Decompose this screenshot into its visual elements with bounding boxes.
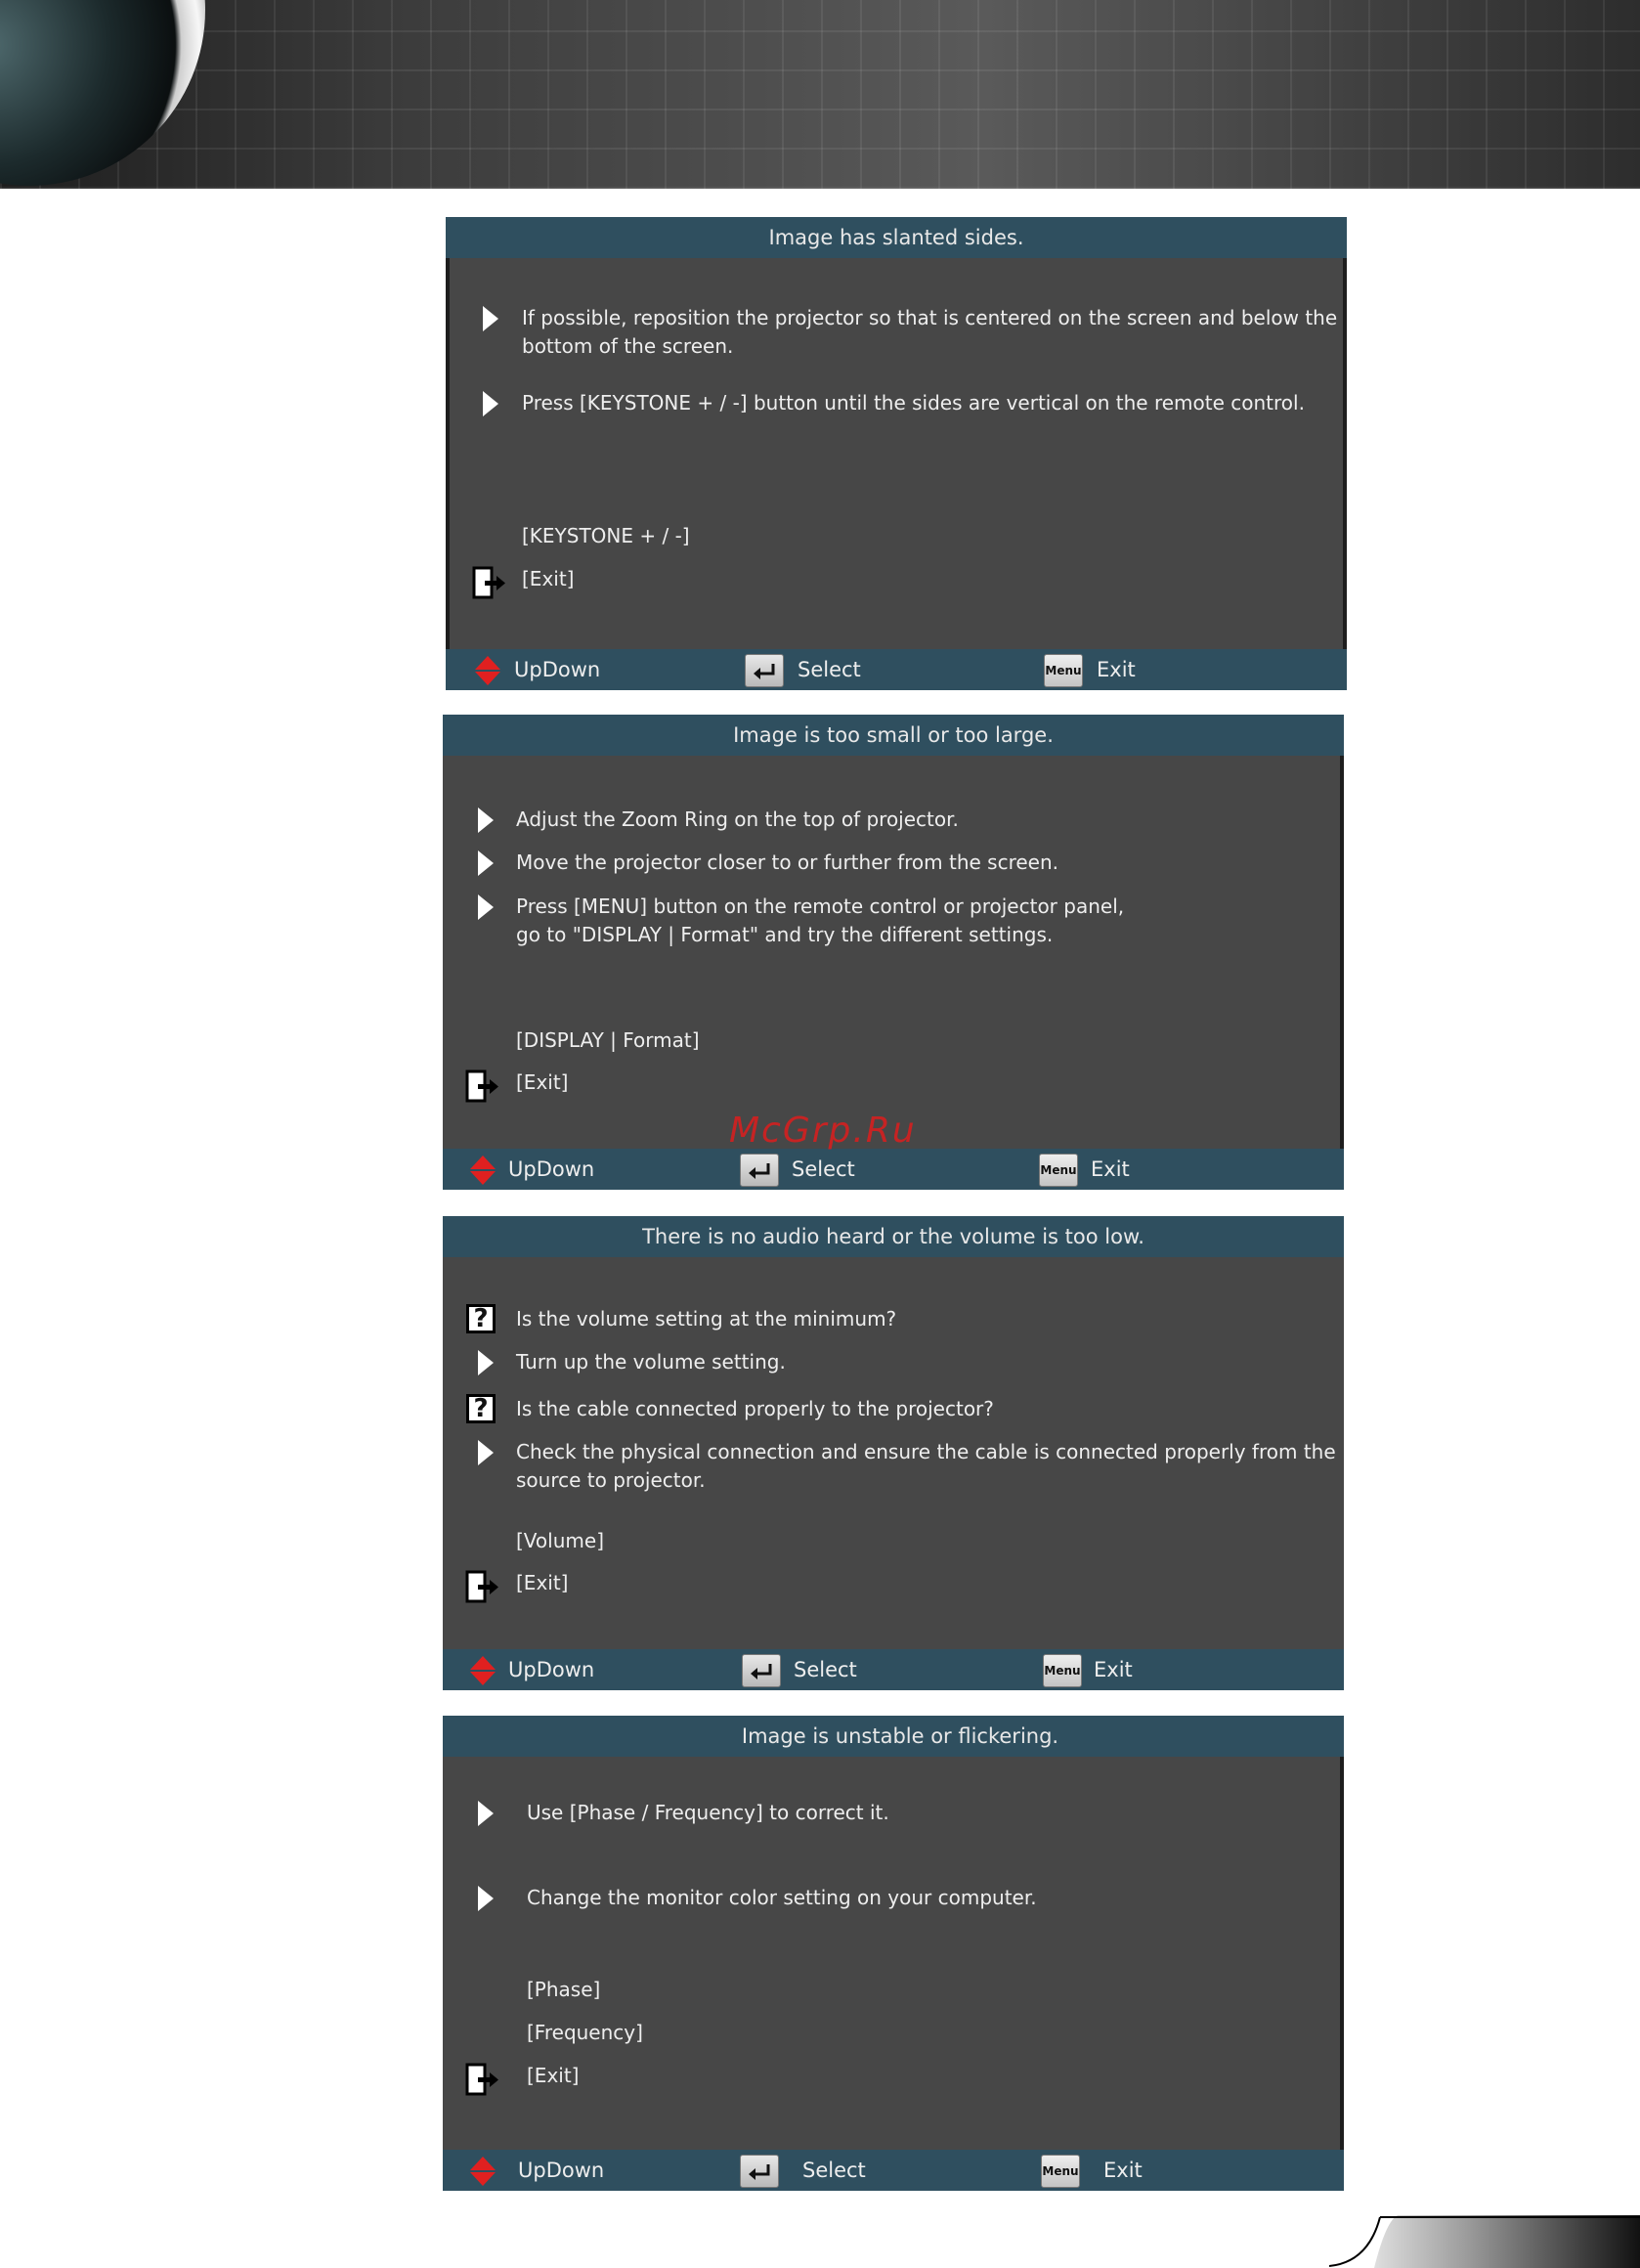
play-arrow-icon: [478, 807, 494, 833]
updown-label: UpDown: [518, 2159, 605, 2182]
panel-right-edge: [1343, 258, 1347, 649]
enter-arrow-icon: [746, 655, 783, 686]
exit-icon: [471, 565, 506, 600]
question-icon: ?: [466, 1304, 496, 1333]
select-button[interactable]: [740, 1154, 779, 1187]
menu-button[interactable]: Menu: [1044, 654, 1083, 687]
list-item: Press [KEYSTONE + / -] button until the sides are vertical on the remote control.: [522, 391, 1305, 414]
troubleshoot-panel-no-audio: [443, 1216, 1344, 1690]
play-arrow-icon: [483, 391, 498, 416]
exit-link[interactable]: [Exit]: [522, 567, 575, 590]
panel-footer: [446, 649, 1347, 690]
panel-right-edge: [1340, 756, 1344, 1149]
list-item: Use [Phase / Frequency] to correct it.: [527, 1801, 889, 1824]
exit-label: Exit: [1094, 1658, 1133, 1681]
exit-icon: [464, 2062, 499, 2097]
list-item: Change the monitor color setting on your computer.: [527, 1886, 1037, 1909]
select-button[interactable]: [740, 2155, 779, 2188]
page-corner-decoration: [1329, 2211, 1640, 2268]
select-button[interactable]: [742, 1654, 781, 1687]
up-down-arrow-icon: [468, 1155, 497, 1186]
up-down-arrow-icon: [473, 655, 502, 686]
list-item: Press [MENU] button on the remote control or projector panel,: [516, 894, 1125, 918]
play-arrow-icon: [478, 850, 494, 876]
panel-title: Image is unstable or flickering.: [443, 1716, 1344, 1757]
list-item: Check the physical connection and ensure the cable is connected properly from the: [516, 1440, 1336, 1463]
list-item-continued: bottom of the screen.: [522, 334, 734, 358]
select-label: Select: [798, 658, 861, 681]
volume-link[interactable]: [Volume]: [516, 1529, 604, 1552]
enter-arrow-icon: [741, 1155, 778, 1186]
exit-icon: [464, 1569, 499, 1604]
question-icon: ?: [466, 1394, 496, 1423]
play-arrow-icon: [483, 306, 498, 331]
list-item: Move the projector closer to or further from the screen.: [516, 850, 1059, 874]
exit-label: Exit: [1097, 658, 1136, 681]
list-item: If possible, reposition the projector so that is centered on the screen and below the: [522, 306, 1338, 329]
up-down-arrow-icon: [468, 1655, 497, 1686]
panel-right-edge: [1340, 1757, 1344, 2150]
select-label: Select: [792, 1157, 855, 1181]
list-item-continued: source to projector.: [516, 1468, 706, 1492]
projector-lens-image: [0, 0, 205, 186]
exit-icon: [464, 1069, 499, 1104]
select-label: Select: [802, 2159, 866, 2182]
panel-footer: [443, 2150, 1344, 2191]
list-item-continued: go to "DISPLAY | Format" and try the different settings.: [516, 923, 1054, 946]
exit-link[interactable]: [Exit]: [516, 1571, 569, 1594]
list-item: Turn up the volume setting.: [516, 1350, 786, 1374]
panel-footer: [443, 1649, 1344, 1690]
up-down-arrow-icon: [468, 2156, 497, 2187]
panel-title: There is no audio heard or the volume is too low.: [443, 1216, 1344, 1257]
troubleshoot-panel-unstable-image: [443, 1716, 1344, 2191]
question-item: Is the volume setting at the minimum?: [516, 1307, 897, 1330]
display-format-link[interactable]: [DISPLAY | Format]: [516, 1028, 700, 1052]
page-header-banner: [0, 0, 1640, 189]
menu-button[interactable]: Menu: [1041, 2155, 1080, 2188]
panel-left-edge: [446, 258, 450, 649]
play-arrow-icon: [478, 1886, 494, 1911]
exit-label: Exit: [1103, 2159, 1143, 2182]
exit-label: Exit: [1091, 1157, 1130, 1181]
frequency-link[interactable]: [Frequency]: [527, 2021, 643, 2044]
exit-link[interactable]: [Exit]: [527, 2064, 580, 2087]
exit-link[interactable]: [Exit]: [516, 1070, 569, 1094]
menu-button[interactable]: Menu: [1039, 1154, 1078, 1187]
updown-label: UpDown: [514, 658, 601, 681]
select-button[interactable]: [745, 654, 784, 687]
play-arrow-icon: [478, 1350, 494, 1375]
enter-arrow-icon: [741, 2156, 778, 2187]
question-item: Is the cable connected properly to the projector?: [516, 1397, 994, 1420]
panel-title: Image has slanted sides.: [446, 217, 1347, 258]
play-arrow-icon: [478, 1801, 494, 1826]
menu-button[interactable]: Menu: [1043, 1654, 1082, 1687]
troubleshoot-panel-slanted-sides: [446, 217, 1347, 690]
phase-link[interactable]: [Phase]: [527, 1978, 601, 2001]
enter-arrow-icon: [743, 1655, 780, 1686]
updown-label: UpDown: [508, 1157, 595, 1181]
play-arrow-icon: [478, 894, 494, 920]
updown-label: UpDown: [508, 1658, 595, 1681]
keystone-link[interactable]: [KEYSTONE + / -]: [522, 524, 690, 547]
watermark-text: McGrp.Ru: [729, 1111, 917, 1151]
panel-footer: [443, 1149, 1344, 1190]
play-arrow-icon: [478, 1440, 494, 1465]
list-item: Adjust the Zoom Ring on the top of projector.: [516, 807, 959, 831]
panel-title: Image is too small or too large.: [443, 715, 1344, 756]
select-label: Select: [794, 1658, 857, 1681]
